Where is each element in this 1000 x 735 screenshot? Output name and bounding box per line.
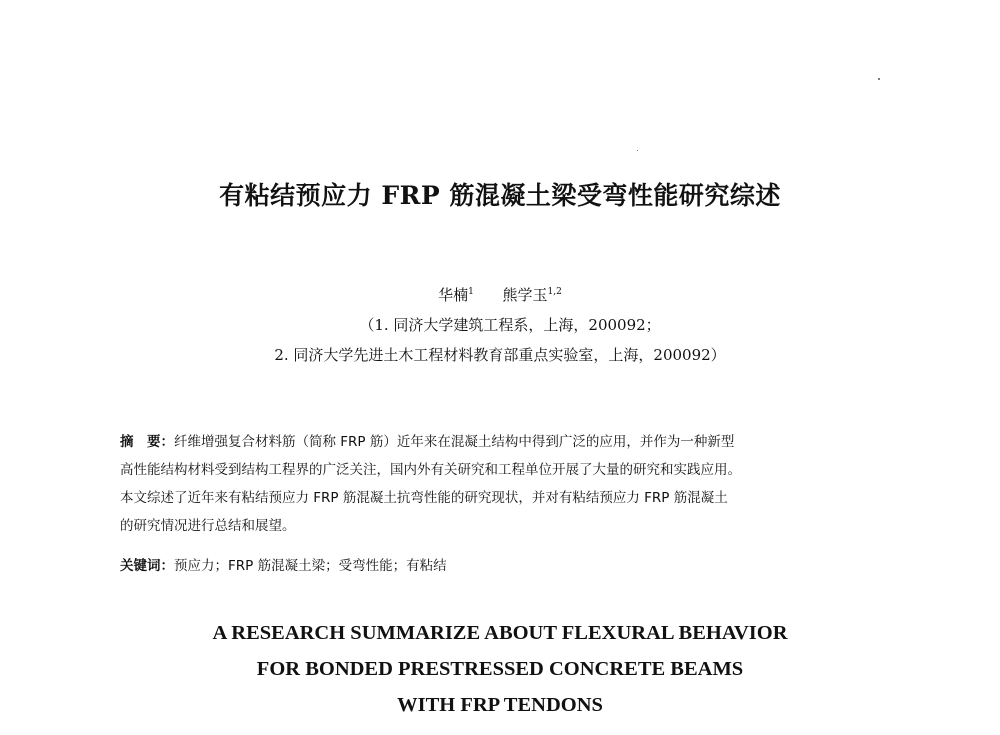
keywords-label: 关键词： — [120, 558, 174, 574]
english-title-line: A RESEARCH SUMMARIZE ABOUT FLEXURAL BEHAVIOR — [212, 622, 788, 644]
affiliation-2: 2. 同济大学先进土木工程材料教育部重点实验室，上海，200092） — [274, 346, 726, 364]
affiliation-1: （1. 同济大学建筑工程系，上海，200092； — [359, 316, 661, 334]
abstract-line: 本文综述了近年来有粘结预应力 FRP 筋混凝土抗弯性能的研究现状，并对有粘结预应力 FRP 筋混凝土 — [120, 490, 728, 506]
author-name: 华楠 — [438, 286, 469, 304]
abstract-label: 摘 要： — [120, 434, 174, 450]
abstract-block — [120, 428, 890, 540]
paper-title-english — [0, 615, 1000, 723]
author-name: 熊学玉 — [502, 286, 548, 304]
abstract-text: 纤维增强复合材料筋（简称 FRP 筋）近年来在混凝土结构中得到广泛的应用，并作为一种新型 — [174, 434, 735, 450]
abstract-line: 高性能结构材料受到结构工程界的广泛关注，国内外有关研究和工程单位开展了大量的研究和实践应用。 — [120, 462, 741, 478]
abstract-line — [120, 428, 890, 456]
keywords-text: 预应力；FRP 筋混凝土梁；受弯性能；有粘结 — [174, 558, 447, 574]
keywords-line — [120, 554, 447, 574]
author-line — [0, 284, 1000, 305]
english-title-line: FOR BONDED PRESTRESSED CONCRETE BEAMS — [256, 658, 744, 680]
author-affiliation-mark: 1 — [468, 287, 474, 297]
abstract-line: 的研究情况进行总结和展望。 — [120, 518, 296, 534]
scan-speck — [637, 150, 638, 151]
scan-speck — [878, 78, 880, 80]
english-title-line: WITH FRP TENDONS — [397, 694, 603, 716]
paper-title-chinese: 有粘结预应力 FRP 筋混凝土梁受弯性能研究综述 — [219, 181, 781, 210]
author-affiliation-mark: 1,2 — [547, 287, 562, 297]
